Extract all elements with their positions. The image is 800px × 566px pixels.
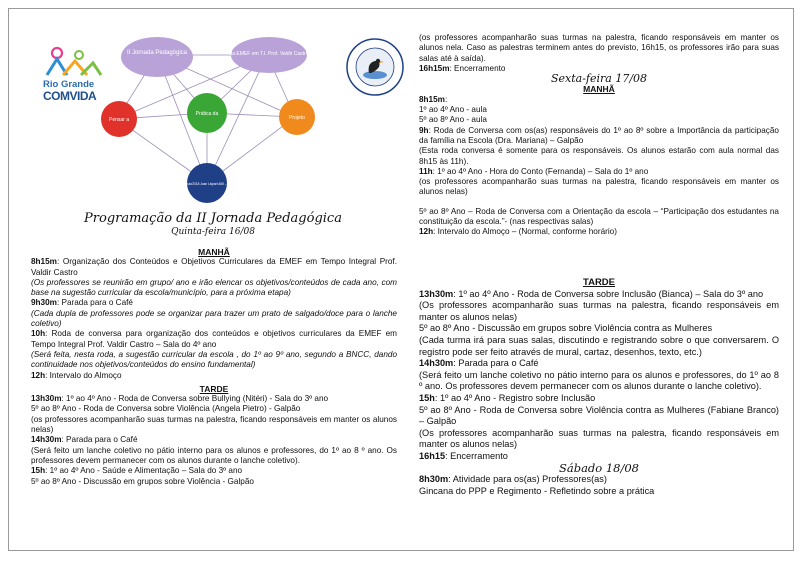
schedule-item: 15h: 1º ao 4º Ano - Saúde e Alimentação – Sala do 3º ano <box>31 466 243 476</box>
day3-title: Sábado 18/08 <box>558 460 640 475</box>
schedule-item: 8h15m: <box>419 94 448 104</box>
left-column <box>27 9 399 550</box>
schedule-item: 16h15: Encerramento <box>419 450 508 461</box>
friday-afternoon <box>419 277 779 497</box>
schedule-line: (Será feito um lanche coletivo no pátio interno para os alunos e professores, do 1º ao 8 º ano. Os professores devem permanecer com os alunos durante o lanche coletivo). <box>419 369 779 392</box>
diagram-node-bottom-text: 16 - 18/Agosto/2018 Joan Lispart.485 - Santa Rosa <box>170 182 244 186</box>
schedule-line: (Esta roda conversa é somente para os responsáveis. Os alunos estarão com aula normal das 8h15 às 11h). <box>419 146 779 166</box>
schedule-item: 12h: Intervalo do Almoço <box>31 370 122 380</box>
schedule-note: (Os professores se reunirão em grupo/ ano e irão elencar os objetivos/conteúdos de cada ano, com base na sugestão curricular da escola/município, para a próxima etapa) <box>31 277 397 298</box>
schedule-item: 13h30m: 1º ao 4º Ano - Roda de Conversa sobre Inclusão (Bianca) – Sala do 3º ano <box>419 288 764 299</box>
schedule-item: 11h: 1º ao 4º Ano - Hora do Conto (Fernanda) – Sala do 1º ano <box>419 166 649 176</box>
schedule-note: (Será feita, nesta roda, a sugestão curricular da escola , do 1º ao 9º ano, segundo a BNCC, dando continuidade nos objetivos/conteúdos do ensino fundamental) <box>31 349 397 370</box>
logo-line1: Rio Grande <box>43 79 95 90</box>
day2-title: Sexta-feira 17/08 <box>550 72 648 86</box>
schedule-line: (Será feito um lanche coletivo no pátio interno para os alunos e professores, do 1º ao 8 º ano. Os professores devem permanecer com os alunos durante o lanche coletivo). <box>31 445 397 465</box>
schedule-item: 8h15m: Organização dos Conteúdos e Objetivos Curriculares da EMEF em Tempo Integral Prof. Valdir Castro <box>31 257 397 277</box>
schedule-item: 9h: Roda de Conversa com os(as) responsáveis do 1º ao 8º sobre a Importância da participação da família na Escola (Dra. Mariana) – Galpão <box>419 125 779 145</box>
schedule-line: (Cada turma irá para suas salas, discutindo e registrando sobre o que conversarem. O registro pode ser feito através de mural, cartaz, desenhos, texto, etc.) <box>419 334 779 357</box>
diagram-node-center-text: Prática da <box>195 111 219 117</box>
manha-heading: MANHÃ <box>583 84 615 95</box>
program-title: Programação da II Jornada Pedagógica <box>84 211 342 226</box>
schedule-line: (Os professores acompanharão suas turmas na palestra, ficando responsáveis em manter os alunos nelas) <box>419 300 779 322</box>
day1-subtitle: Quinta-feira 16/08 <box>171 227 255 237</box>
diagram-node-right-text: Projeto <box>289 115 305 121</box>
diagram-node-left-text: Pensar a <box>108 117 130 123</box>
schedule-item: 8h30m: Atividade para os(as) Professores(as) <box>419 474 607 485</box>
schedule-item: 13h30m: 1º ao 4º Ano - Roda de Conversa sobre Bullying (Nitéri) - Sala do 3º ano <box>31 394 329 404</box>
schedule-note: (Cada dupla de professores pode se organizar para trazer um prato de salgado/doce para o lanche coletivo) <box>31 308 397 329</box>
friday-schedule <box>419 33 779 238</box>
document-page <box>8 8 794 551</box>
continuation-note: (os professores acompanharão suas turmas na palestra, ficando responsáveis em manter os alunos nela. Caso as palestras terminem antes do previsto, 16h15, os professores irão para suas salas até à saída). <box>419 33 779 63</box>
thursday-schedule <box>31 247 397 487</box>
tarde-heading: TARDE <box>582 277 616 288</box>
schedule-line: 5º ao 8º Ano – Roda de Conversa com a Orientação da escola – “Participação dos estudantes na constituição da escola.”- (nas respectivas salas) <box>419 206 779 227</box>
logo-line2: COMVIDA <box>43 89 97 103</box>
diagram-node-title-text: II Jornada Pedagógica <box>126 50 188 56</box>
manha-heading: MANHÃ <box>198 247 230 257</box>
schedule-line: (os professores acompanharão suas turmas na palestra, ficando responsáveis em manter os alunos nelas) <box>31 414 397 435</box>
schedule-line: 5º ao 8º Ano - Discussão em grupos sobre Violência - Galpão <box>31 476 254 486</box>
schedule-item: 9h30m: Parada para o Café <box>31 298 133 308</box>
schedule-item: 10h: Roda de conversa para organização dos conteúdos e objetivos curriculares da EMEF em Tempo Integral Prof. Valdir Castro – Sala do 4º ano <box>31 329 397 349</box>
schedule-line: 1º ao 4º Ano - aula <box>419 105 487 115</box>
schedule-line: (os professores acompanharão suas turmas na palestra, ficando responsáveis em manter os alunos nelas) <box>419 177 779 197</box>
schedule-line: 5º ao 8º Ano - Roda de Conversa sobre Violência contra as Mulheres (Fabiane Branco) – Galpão <box>419 404 779 427</box>
right-column <box>411 9 781 550</box>
diagram-node-title <box>121 37 193 77</box>
schedule-item: 16h15m: Encerramento <box>419 63 506 73</box>
school-seal-icon <box>345 37 405 97</box>
schedule-line: 5º ao 8º Ano - Roda de Conversa sobre Violência (Angela Pietro) - Galpão <box>31 404 301 414</box>
schedule-line: 5º ao 8º Ano - aula <box>419 115 487 125</box>
schedule-line: (Os professores acompanharão suas turmas na palestra, ficando responsáveis em manter os alunos nelas) <box>419 427 779 450</box>
diagram-node-school-text: da EMEF em T.I. Prof. Valdir Castro <box>229 51 309 57</box>
schedule-item: 14h30m: Parada para o Café <box>31 435 138 445</box>
schedule-item: 15h: 1º ao 4º Ano - Registro sobre Inclusão <box>419 392 596 403</box>
pedagogy-diagram <box>99 33 339 205</box>
schedule-line: 5º ao 8º Ano - Discussão em grupos sobre Violência contra as Mulheres <box>419 323 713 334</box>
schedule-line: Gincana do PPP e Regimento - Refletindo sobre a prática <box>419 485 655 496</box>
tarde-heading: TARDE <box>199 383 229 394</box>
schedule-item: 12h: Intervalo do Almoço – (Normal, conforme horário) <box>419 227 617 237</box>
schedule-item: 14h30m: Parada para o Café <box>419 358 539 369</box>
